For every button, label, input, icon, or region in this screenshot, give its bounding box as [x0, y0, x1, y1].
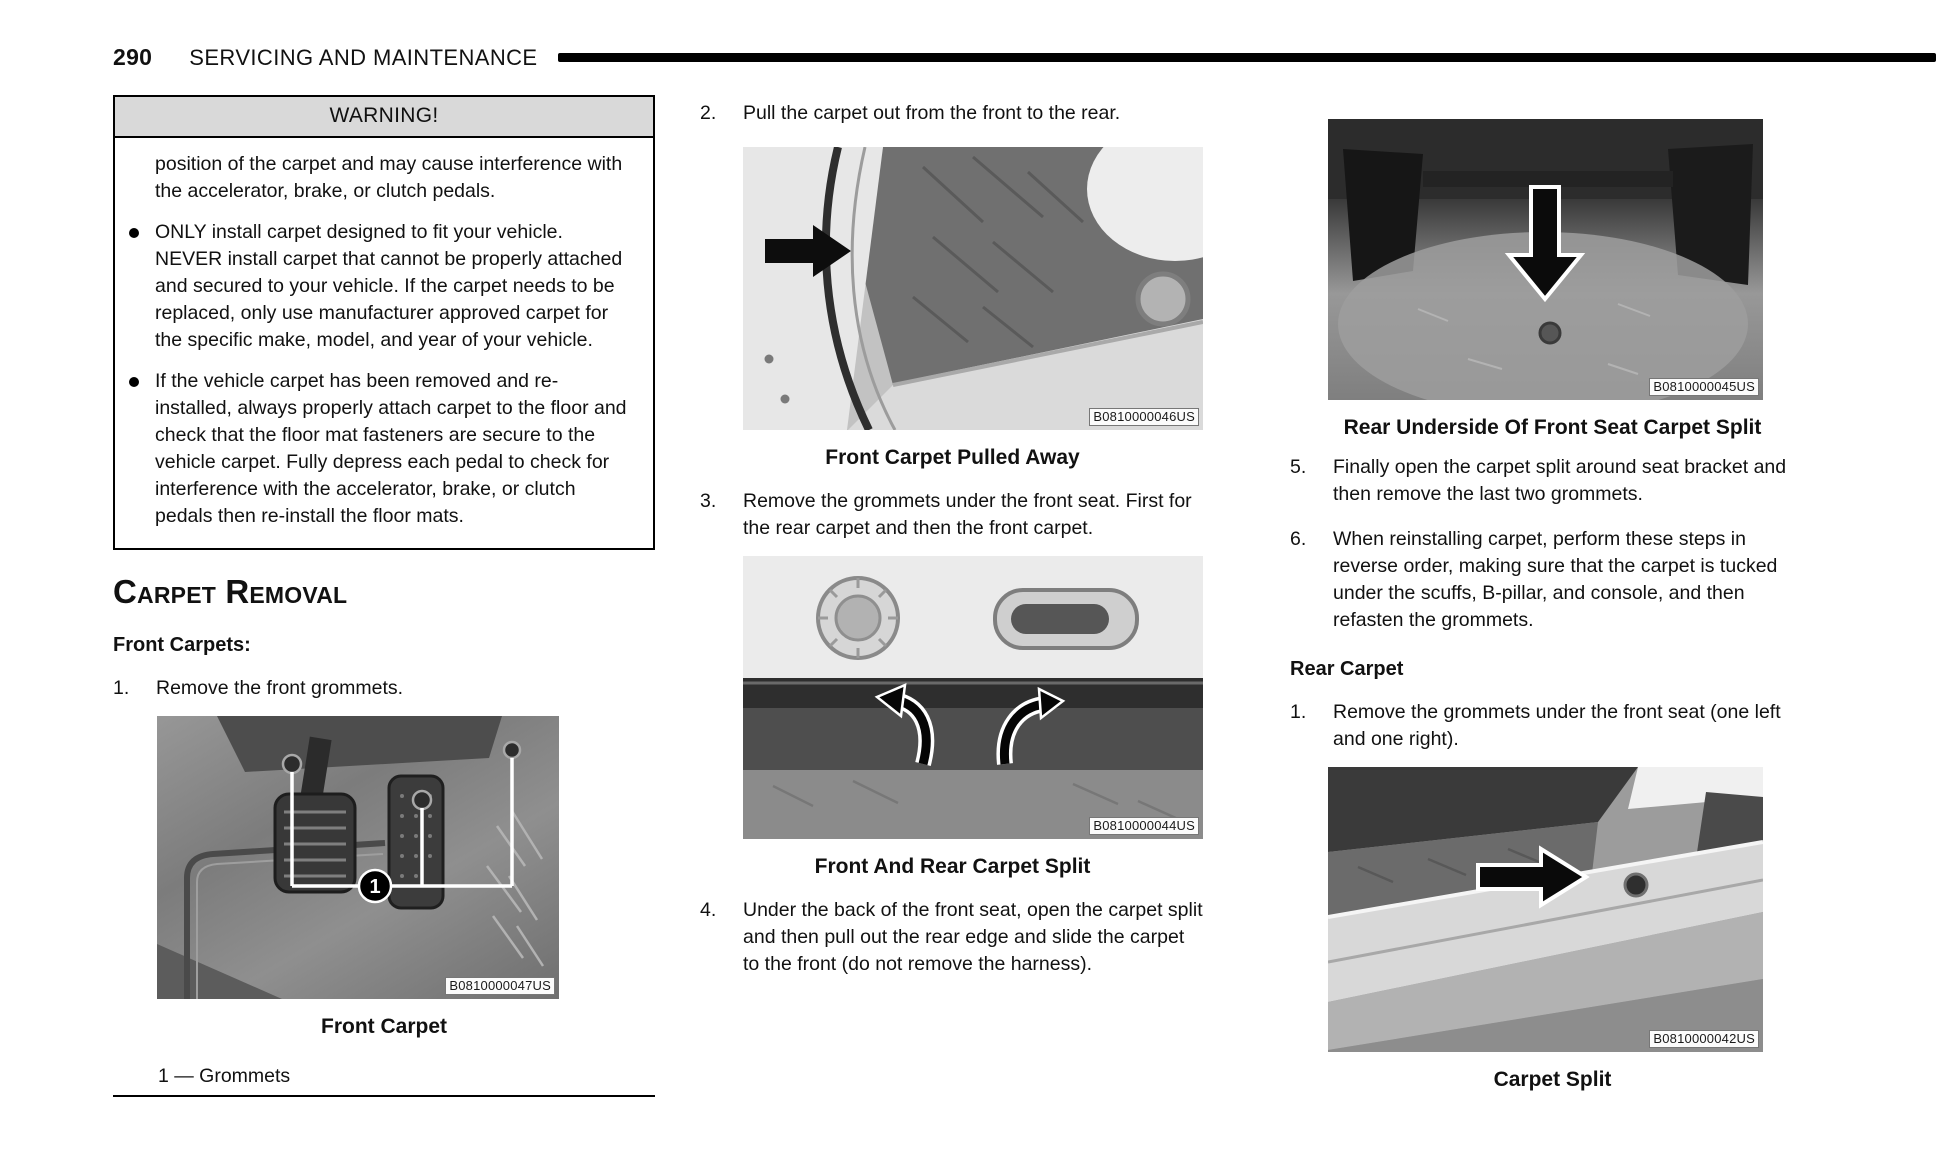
rear-underside-photo: [1328, 119, 1763, 400]
step-6: [1290, 526, 1815, 634]
callout-1-badge-icon: [359, 870, 391, 902]
pulled-away-caption: Front Carpet Pulled Away: [825, 446, 1080, 469]
header-rule: [558, 53, 1937, 62]
middle-column: [700, 100, 1205, 978]
bullet-icon: [129, 377, 139, 387]
warning-bullet: [155, 368, 635, 530]
warning-bullet-text: If the vehicle carpet has been removed and re-installed, always properly attach carpet to the floor and check that the floor mat fasteners are secure to the vehicle carpet. Fully depress each pedal to check for interference with the accelerator, brake, or clutch pedals then re-install the floor mats.: [155, 370, 627, 527]
pulled-away-illustration: [743, 147, 1203, 430]
warning-bullet-text: ONLY install carpet designed to fit your vehicle. NEVER install carpet that cannot be properly attached and secured to your vehicle. If the carpet needs to be replaced, only use manufacturer approved carpet for the specific make, model, and year of your vehicle.: [155, 221, 623, 351]
page-number: 290: [113, 44, 153, 70]
carpet-removal-heading: Carpet Removal: [113, 573, 348, 610]
step-text: Remove the grommets under the front seat. First for the rear carpet and then the front carpet.: [743, 490, 1192, 539]
front-carpets-label: Front Carpets:: [113, 634, 251, 656]
step-2: [700, 100, 1205, 127]
figure-code: B0810000046US: [1089, 408, 1199, 426]
carpet-split-illustration: [743, 556, 1203, 839]
step-number: 3.: [700, 490, 717, 512]
step-3: [700, 488, 1205, 542]
section-title: SERVICING AND MAINTENANCE: [189, 44, 538, 70]
front-carpet-caption: Front Carpet: [321, 1015, 447, 1038]
step-text: Remove the front grommets.: [156, 677, 404, 699]
front-rear-carpet-split-photo: [743, 556, 1203, 839]
step-5: [1290, 454, 1815, 508]
warning-box: [113, 95, 655, 550]
carpet-pile-texture: [487, 811, 543, 966]
step-text: When reinstalling carpet, perform these steps in reverse order, making sure that the carpet is tucked under the scuffs, B-pillar, and console, and then refasten the grommets.: [1333, 528, 1778, 631]
step-text: Remove the grommets under the front seat (one left and one right).: [1333, 701, 1781, 750]
left-column: [113, 95, 655, 1097]
figure-code: B0810000047US: [445, 977, 555, 995]
rear-step-1: [1290, 699, 1815, 753]
step-number: 6.: [1290, 528, 1307, 550]
step-1: [113, 675, 655, 702]
carpet-split-photo: [1328, 767, 1763, 1052]
right-column: [1290, 95, 1815, 1092]
carpet-split-sill-illustration: [1328, 767, 1763, 1052]
rear-underside-caption: Rear Underside Of Front Seat Carpet Split: [1343, 416, 1762, 439]
bullet-icon: [129, 228, 139, 238]
figure-code: B0810000042US: [1649, 1030, 1759, 1048]
step-text: Pull the carpet out from the front to the rear.: [743, 102, 1121, 124]
warning-intro: position of the carpet and may cause interference with the accelerator, brake, or clutch pedals.: [155, 153, 623, 202]
front-carpet-illustration: [157, 716, 559, 999]
front-carpet-pulled-away-photo: [743, 147, 1203, 430]
step-number: 1.: [113, 677, 130, 699]
warning-title: WARNING!: [115, 97, 653, 138]
step-number: 2.: [700, 102, 717, 124]
step-number: 5.: [1290, 456, 1307, 478]
warning-bullet: [155, 219, 635, 354]
callout-number: 1: [369, 876, 381, 898]
front-rear-split-caption: Front And Rear Carpet Split: [814, 855, 1091, 878]
rear-carpet-label: Rear Carpet: [1290, 658, 1404, 680]
step-text: Under the back of the front seat, open the carpet split and then pull out the rear edge and slide the carpet to the front (do not remove the harness).: [743, 899, 1203, 975]
legend-rule: [113, 1095, 655, 1097]
step-number: 4.: [700, 899, 717, 921]
step-text: Finally open the carpet split around seat bracket and then remove the last two grommets.: [1333, 456, 1787, 505]
figure-code: B0810000044US: [1089, 817, 1199, 835]
front-carpet-photo: [157, 716, 559, 999]
figure-legend: 1 — Grommets: [158, 1065, 291, 1087]
step-4: [700, 897, 1205, 978]
warning-body: [115, 138, 653, 548]
rear-underside-illustration: [1328, 119, 1763, 400]
figure-code: B0810000045US: [1649, 378, 1759, 396]
step-number: 1.: [1290, 701, 1307, 723]
page-header: [113, 44, 1936, 71]
carpet-split-caption: Carpet Split: [1493, 1068, 1612, 1091]
